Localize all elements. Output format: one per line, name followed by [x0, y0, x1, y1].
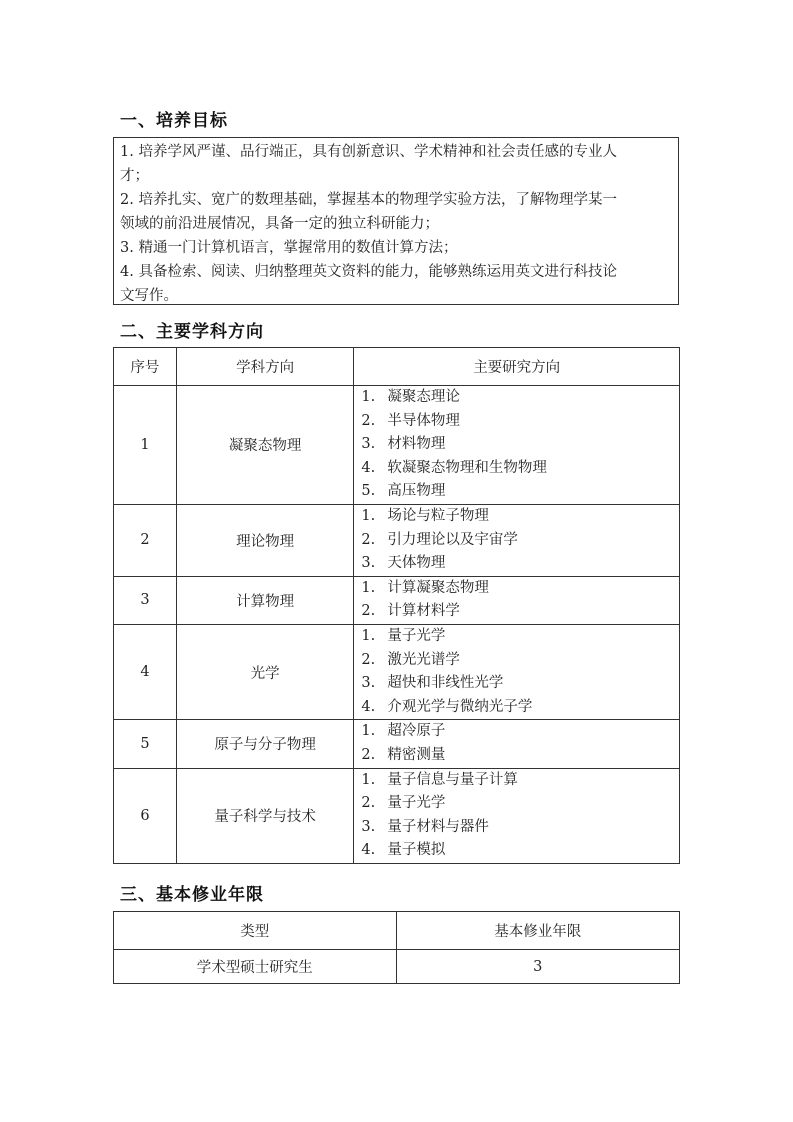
research-directions [354, 504, 680, 576]
item-text: 引力理论以及宇宙学 [387, 531, 518, 548]
item-text: 超冷原子 [387, 723, 446, 740]
item-text: 量子材料与器件 [387, 818, 489, 835]
discipline-name: 理论物理 [176, 504, 354, 576]
item-text: 精密测量 [387, 746, 446, 763]
item-text: 量子信息与量子计算 [387, 771, 518, 788]
list-item [361, 720, 679, 744]
degree-type: 学术型硕士研究生 [114, 950, 397, 984]
item-number: 1. [361, 507, 376, 524]
item-number: 2. [361, 746, 376, 763]
section1-title: 一、培养目标 [120, 111, 228, 131]
item-text: 高压物理 [387, 483, 446, 500]
list-item [361, 672, 679, 696]
col-header-years: 基本修业年限 [396, 912, 680, 950]
training-goals-box [113, 137, 679, 305]
row-number: 1 [114, 386, 177, 505]
item-number: 1. [361, 627, 376, 644]
item-number: 4. [361, 698, 376, 715]
row-number: 3 [114, 576, 177, 624]
list-item [361, 552, 679, 576]
list-item [361, 792, 679, 816]
item-text: 软凝聚态物理和生物物理 [387, 459, 547, 476]
table-row [114, 386, 680, 505]
list-item [361, 386, 679, 410]
item-text: 凝聚态理论 [387, 389, 460, 405]
row-number: 4 [114, 624, 177, 719]
discipline-name: 光学 [176, 624, 354, 719]
item-text: 计算凝聚态物理 [387, 579, 489, 596]
research-directions [354, 720, 680, 768]
table-row [114, 504, 680, 576]
item-text: 材料物理 [387, 436, 446, 453]
item-text: 量子光学 [387, 795, 446, 812]
col-header-direction: 学科方向 [176, 348, 354, 386]
list-item [361, 839, 679, 863]
list-item [361, 769, 679, 793]
list-item [361, 649, 679, 673]
item-number: 3. [361, 675, 376, 692]
table-row [114, 624, 680, 719]
item-text: 量子模拟 [387, 842, 446, 859]
table-row [114, 576, 680, 624]
discipline-name: 量子科学与技术 [176, 768, 354, 863]
goal-line: 3. 精通一门计算机语言，掌握常用的数值计算方法； [120, 240, 458, 256]
table-row [114, 950, 680, 984]
study-years-table [113, 911, 680, 984]
list-item [361, 625, 679, 649]
list-item [361, 744, 679, 768]
discipline-name: 原子与分子物理 [176, 720, 354, 768]
section2-title: 二、主要学科方向 [120, 322, 264, 342]
list-item [361, 577, 679, 601]
goal-line: 领域的前沿进展情况，具备一定的独立科研能力； [120, 216, 439, 232]
goal-line: 4. 具备检索、阅读、归纳整理英文资料的能力，能够熟练运用英文进行科技论 [120, 264, 617, 280]
research-directions [354, 386, 680, 505]
list-item [361, 816, 679, 840]
research-directions [354, 576, 680, 624]
item-text: 介观光学与微纳光子学 [387, 698, 533, 715]
item-text: 超快和非线性光学 [387, 675, 504, 692]
row-number: 6 [114, 768, 177, 863]
item-number: 5. [361, 483, 376, 500]
research-directions [354, 624, 680, 719]
goal-line: 2. 培养扎实、宽广的数理基础，掌握基本的物理学实验方法，了解物理学某一 [120, 192, 617, 208]
list-item [361, 457, 679, 481]
goal-line: 1. 培养学风严谨、品行端正，具有创新意识、学术精神和社会责任感的专业人 [120, 144, 617, 160]
col-header-type: 类型 [114, 912, 397, 950]
item-number: 3. [361, 818, 376, 835]
goal-line: 才； [120, 168, 149, 184]
section3-title: 三、基本修业年限 [120, 885, 264, 905]
item-number: 1. [361, 771, 376, 788]
discipline-name: 凝聚态物理 [176, 386, 354, 505]
list-item [361, 433, 679, 457]
item-number: 2. [361, 412, 376, 429]
col-header-research: 主要研究方向 [354, 348, 680, 386]
item-number: 4. [361, 459, 376, 476]
table-row [114, 768, 680, 863]
item-number: 1. [361, 389, 376, 405]
list-item [361, 480, 679, 504]
item-text: 量子光学 [387, 627, 446, 644]
discipline-name: 计算物理 [176, 576, 354, 624]
list-item [361, 600, 679, 624]
list-item [361, 696, 679, 720]
item-number: 1. [361, 723, 376, 740]
item-text: 半导体物理 [387, 412, 460, 429]
item-number: 1. [361, 579, 376, 596]
study-years: 3 [396, 950, 680, 984]
item-text: 激光光谱学 [387, 651, 460, 668]
item-number: 3. [361, 555, 376, 572]
item-number: 2. [361, 651, 376, 668]
list-item [361, 410, 679, 434]
item-number: 2. [361, 603, 376, 620]
item-text: 场论与粒子物理 [387, 507, 489, 524]
table-row [114, 720, 680, 768]
col-header-no: 序号 [114, 348, 177, 386]
item-number: 4. [361, 842, 376, 859]
row-number: 5 [114, 720, 177, 768]
row-number: 2 [114, 504, 177, 576]
item-number: 2. [361, 531, 376, 548]
list-item [361, 529, 679, 553]
item-number: 3. [361, 436, 376, 453]
item-text: 计算材料学 [387, 603, 460, 620]
research-directions [354, 768, 680, 863]
item-text: 天体物理 [387, 555, 446, 572]
goal-line: 文写作。 [120, 288, 178, 304]
item-number: 2. [361, 795, 376, 812]
list-item [361, 505, 679, 529]
discipline-table [113, 347, 680, 864]
